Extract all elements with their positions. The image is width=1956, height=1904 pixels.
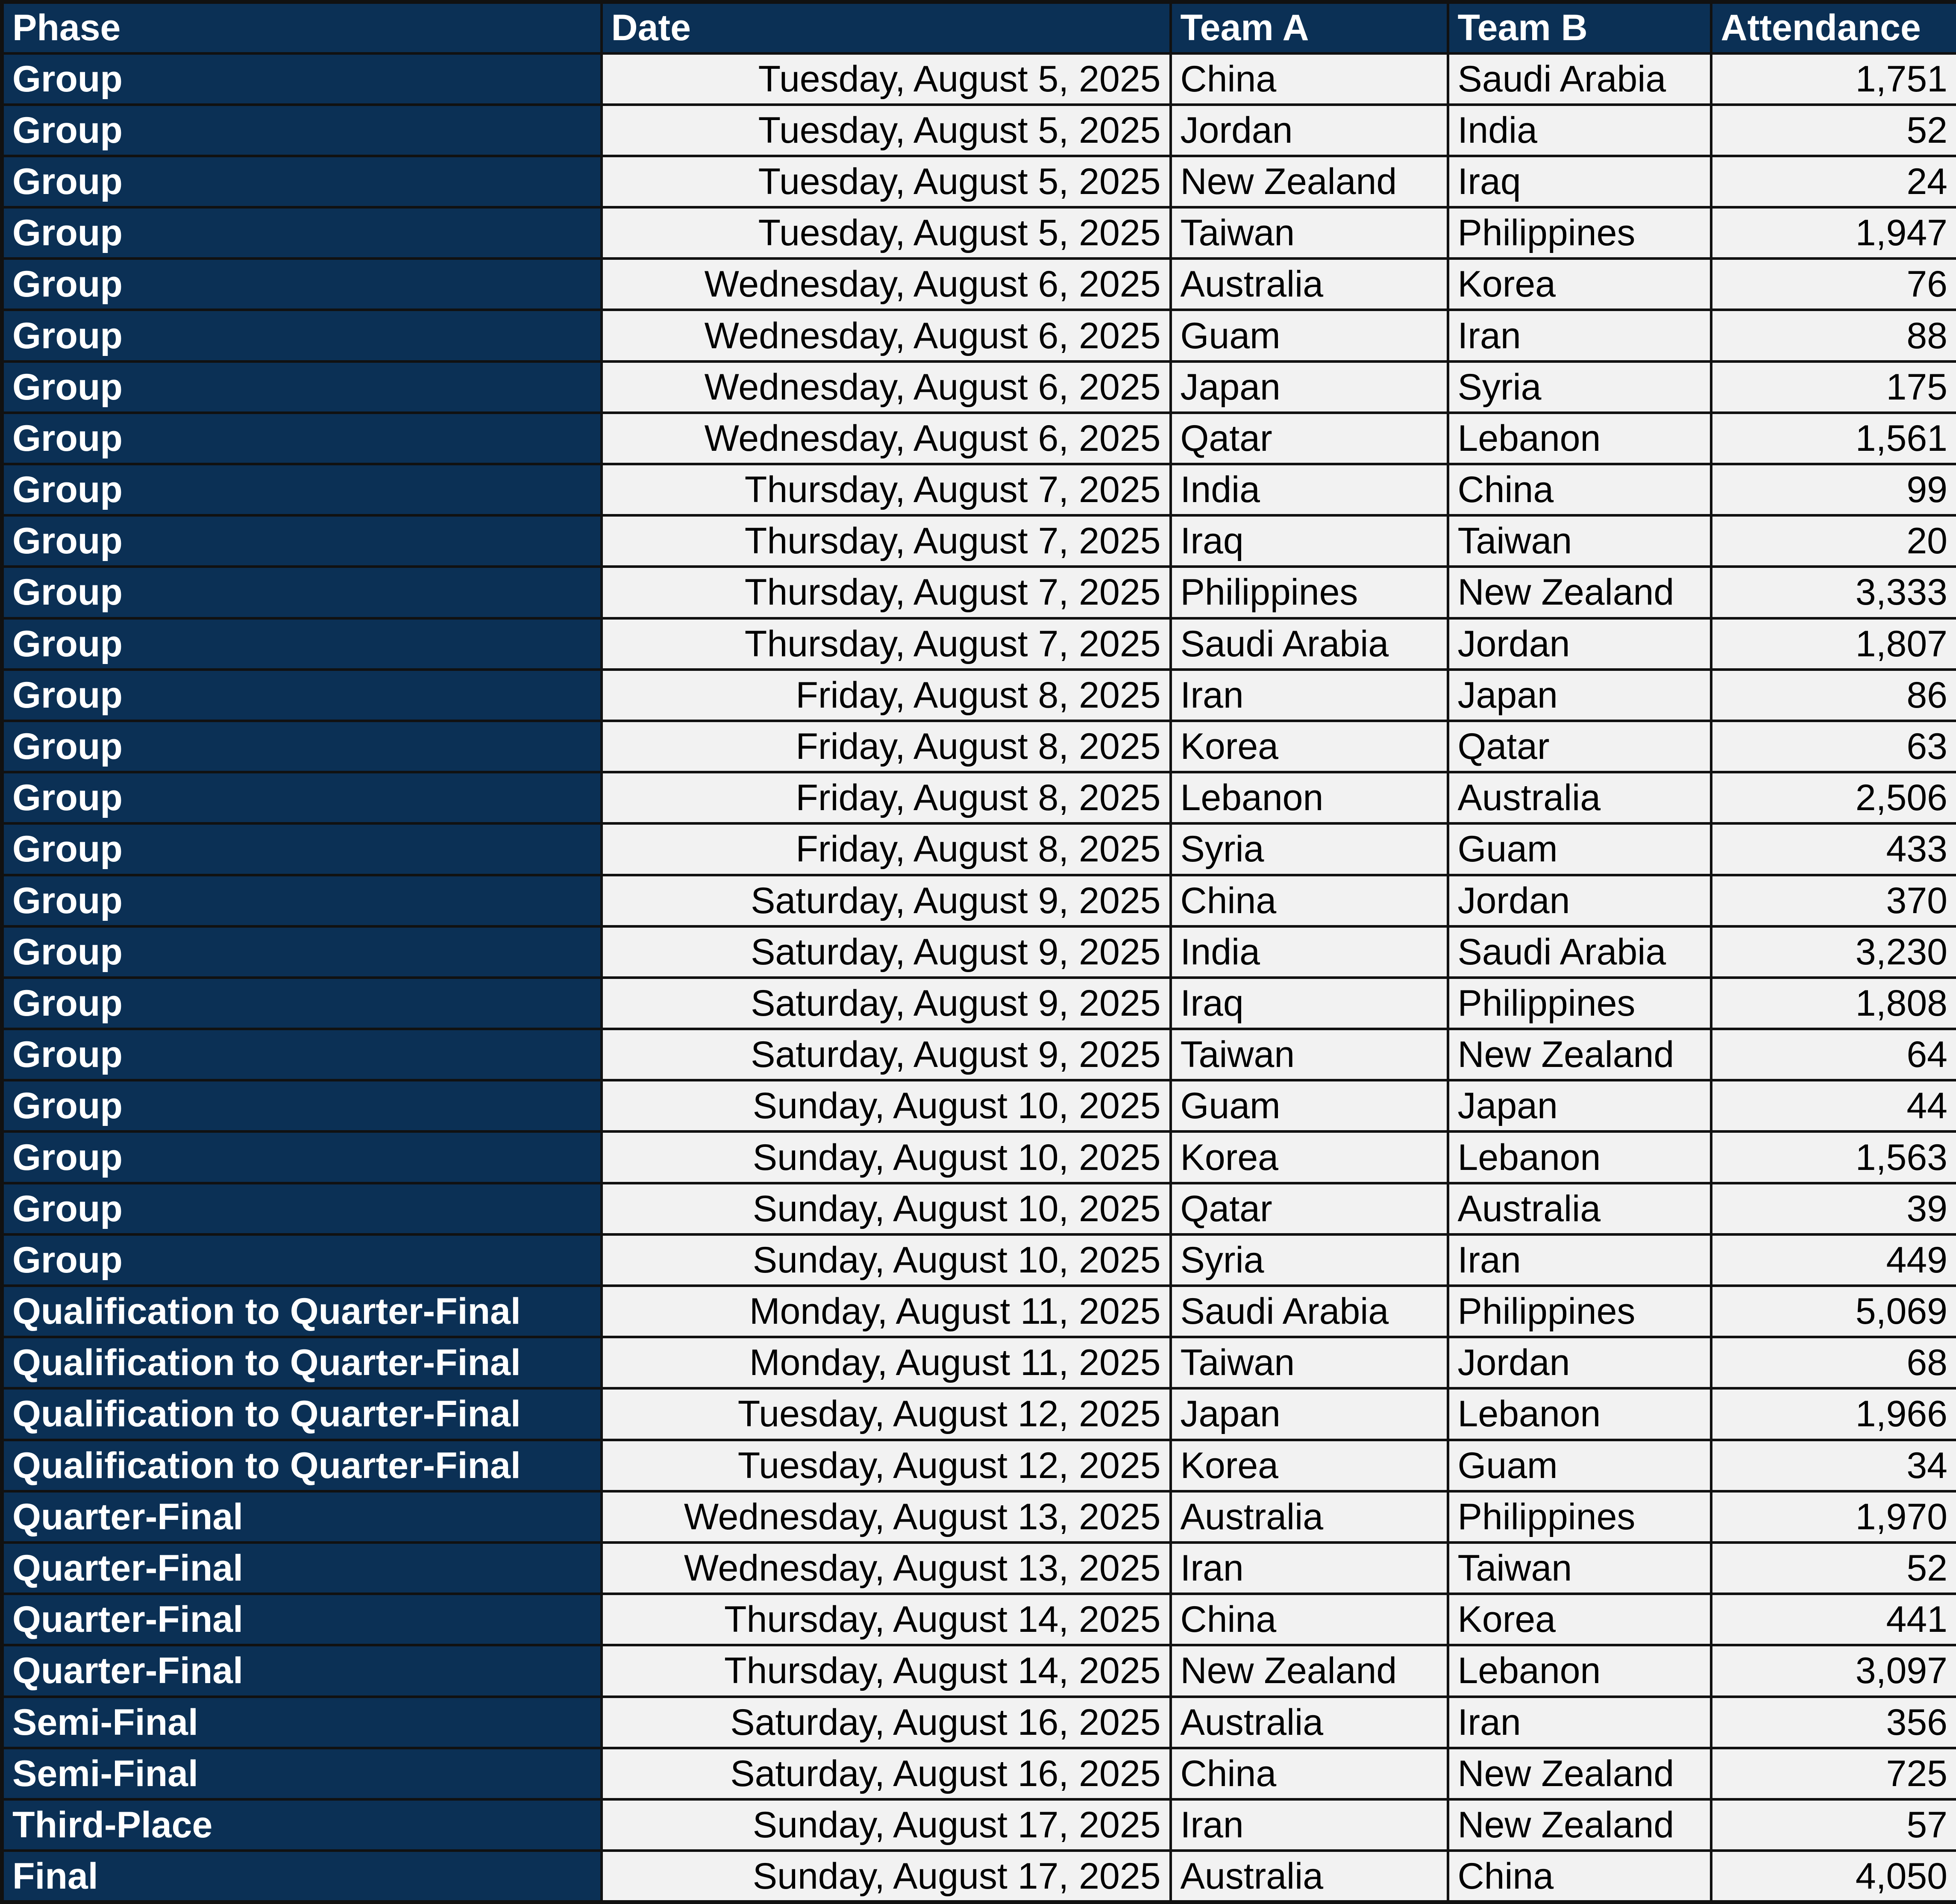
team-b-cell: Taiwan xyxy=(1448,1543,1711,1594)
date-cell: Saturday, August 9, 2025 xyxy=(602,926,1171,978)
team-a-cell: Korea xyxy=(1171,1440,1448,1491)
team-b-cell: Saudi Arabia xyxy=(1448,53,1711,105)
team-b-cell: Iran xyxy=(1448,1234,1711,1286)
team-b-cell: Saudi Arabia xyxy=(1448,926,1711,978)
team-b-cell: Iraq xyxy=(1448,156,1711,207)
date-cell: Wednesday, August 6, 2025 xyxy=(602,361,1171,413)
table-row xyxy=(2,1337,1956,1388)
table-row xyxy=(2,875,1956,926)
date-cell: Saturday, August 9, 2025 xyxy=(602,978,1171,1029)
team-b-cell: Philippines xyxy=(1448,978,1711,1029)
team-b-cell: Jordan xyxy=(1448,1337,1711,1388)
attendance-cell: 52 xyxy=(1711,1543,1956,1594)
table-row xyxy=(2,823,1956,875)
phase-cell: Group xyxy=(2,1080,602,1131)
date-cell: Saturday, August 16, 2025 xyxy=(602,1697,1171,1748)
attendance-cell: 1,807 xyxy=(1711,618,1956,670)
date-cell: Thursday, August 14, 2025 xyxy=(602,1594,1171,1645)
attendance-cell: 57 xyxy=(1711,1799,1956,1851)
team-b-cell: Korea xyxy=(1448,1594,1711,1645)
team-b-cell: China xyxy=(1448,464,1711,515)
attendance-cell: 68 xyxy=(1711,1337,1956,1388)
phase-cell: Group xyxy=(2,875,602,926)
phase-cell: Group xyxy=(2,310,602,361)
team-b-cell: Lebanon xyxy=(1448,1131,1711,1183)
table-row xyxy=(2,361,1956,413)
table-row xyxy=(2,1645,1956,1696)
team-b-cell: Australia xyxy=(1448,772,1711,823)
table-row xyxy=(2,1799,1956,1851)
team-a-cell: Qatar xyxy=(1171,413,1448,464)
team-a-cell: Taiwan xyxy=(1171,207,1448,259)
team-a-cell: Jordan xyxy=(1171,105,1448,156)
team-a-cell: Iraq xyxy=(1171,978,1448,1029)
attendance-cell: 1,970 xyxy=(1711,1491,1956,1543)
team-a-cell: Japan xyxy=(1171,1388,1448,1440)
phase-cell: Qualification to Quarter-Final xyxy=(2,1440,602,1491)
team-b-cell: Qatar xyxy=(1448,721,1711,772)
team-a-cell: Philippines xyxy=(1171,567,1448,618)
team-b-cell: Australia xyxy=(1448,1183,1711,1234)
table-row xyxy=(2,1029,1956,1080)
phase-cell: Third-Place xyxy=(2,1799,602,1851)
column-header-team-a: Team A xyxy=(1171,2,1448,53)
table-body xyxy=(2,53,1956,1902)
team-a-cell: Iran xyxy=(1171,670,1448,721)
team-a-cell: India xyxy=(1171,926,1448,978)
phase-cell: Group xyxy=(2,156,602,207)
column-header-team-b: Team B xyxy=(1448,2,1711,53)
table-row xyxy=(2,413,1956,464)
date-cell: Tuesday, August 5, 2025 xyxy=(602,156,1171,207)
attendance-cell: 76 xyxy=(1711,259,1956,310)
table-row xyxy=(2,259,1956,310)
table-row xyxy=(2,1851,1956,1902)
date-cell: Sunday, August 10, 2025 xyxy=(602,1080,1171,1131)
date-cell: Friday, August 8, 2025 xyxy=(602,721,1171,772)
attendance-cell: 99 xyxy=(1711,464,1956,515)
attendance-cell: 5,069 xyxy=(1711,1286,1956,1337)
team-b-cell: New Zealand xyxy=(1448,1748,1711,1799)
team-a-cell: Taiwan xyxy=(1171,1029,1448,1080)
attendance-cell: 3,333 xyxy=(1711,567,1956,618)
team-b-cell: New Zealand xyxy=(1448,1799,1711,1851)
table-row xyxy=(2,310,1956,361)
team-b-cell: New Zealand xyxy=(1448,567,1711,618)
attendance-cell: 1,808 xyxy=(1711,978,1956,1029)
date-cell: Sunday, August 10, 2025 xyxy=(602,1131,1171,1183)
date-cell: Thursday, August 7, 2025 xyxy=(602,567,1171,618)
table-row xyxy=(2,670,1956,721)
phase-cell: Group xyxy=(2,1029,602,1080)
date-cell: Saturday, August 16, 2025 xyxy=(602,1748,1171,1799)
team-a-cell: Australia xyxy=(1171,1851,1448,1902)
date-cell: Tuesday, August 12, 2025 xyxy=(602,1388,1171,1440)
date-cell: Thursday, August 7, 2025 xyxy=(602,618,1171,670)
phase-cell: Group xyxy=(2,413,602,464)
team-a-cell: New Zealand xyxy=(1171,1645,1448,1696)
team-a-cell: Guam xyxy=(1171,310,1448,361)
attendance-cell: 449 xyxy=(1711,1234,1956,1286)
attendance-cell: 63 xyxy=(1711,721,1956,772)
table-row xyxy=(2,618,1956,670)
team-b-cell: Lebanon xyxy=(1448,1388,1711,1440)
team-b-cell: Guam xyxy=(1448,1440,1711,1491)
attendance-cell: 44 xyxy=(1711,1080,1956,1131)
attendance-cell: 1,563 xyxy=(1711,1131,1956,1183)
team-b-cell: New Zealand xyxy=(1448,1029,1711,1080)
date-cell: Monday, August 11, 2025 xyxy=(602,1286,1171,1337)
team-a-cell: China xyxy=(1171,53,1448,105)
table-row xyxy=(2,1594,1956,1645)
table-row xyxy=(2,207,1956,259)
team-a-cell: Syria xyxy=(1171,823,1448,875)
phase-cell: Group xyxy=(2,1234,602,1286)
team-a-cell: China xyxy=(1171,1594,1448,1645)
team-a-cell: Australia xyxy=(1171,259,1448,310)
table-row xyxy=(2,721,1956,772)
team-a-cell: Taiwan xyxy=(1171,1337,1448,1388)
table-row xyxy=(2,1543,1956,1594)
attendance-cell: 20 xyxy=(1711,515,1956,567)
team-a-cell: Iran xyxy=(1171,1543,1448,1594)
phase-cell: Group xyxy=(2,567,602,618)
date-cell: Monday, August 11, 2025 xyxy=(602,1337,1171,1388)
table-row xyxy=(2,1080,1956,1131)
phase-cell: Quarter-Final xyxy=(2,1491,602,1543)
phase-cell: Qualification to Quarter-Final xyxy=(2,1388,602,1440)
phase-cell: Qualification to Quarter-Final xyxy=(2,1337,602,1388)
table-row xyxy=(2,567,1956,618)
table-row xyxy=(2,1440,1956,1491)
phase-cell: Group xyxy=(2,515,602,567)
phase-cell: Quarter-Final xyxy=(2,1594,602,1645)
date-cell: Friday, August 8, 2025 xyxy=(602,823,1171,875)
phase-cell: Group xyxy=(2,823,602,875)
table-row xyxy=(2,515,1956,567)
date-cell: Tuesday, August 12, 2025 xyxy=(602,1440,1171,1491)
team-b-cell: Philippines xyxy=(1448,1491,1711,1543)
team-b-cell: Philippines xyxy=(1448,207,1711,259)
date-cell: Sunday, August 17, 2025 xyxy=(602,1851,1171,1902)
date-cell: Tuesday, August 5, 2025 xyxy=(602,207,1171,259)
attendance-cell: 1,966 xyxy=(1711,1388,1956,1440)
table-row xyxy=(2,53,1956,105)
attendance-cell: 1,751 xyxy=(1711,53,1956,105)
team-b-cell: Taiwan xyxy=(1448,515,1711,567)
team-a-cell: Lebanon xyxy=(1171,772,1448,823)
attendance-cell: 24 xyxy=(1711,156,1956,207)
table-row xyxy=(2,1131,1956,1183)
attendance-cell: 52 xyxy=(1711,105,1956,156)
attendance-cell: 1,561 xyxy=(1711,413,1956,464)
attendance-cell: 34 xyxy=(1711,1440,1956,1491)
team-b-cell: Japan xyxy=(1448,670,1711,721)
attendance-cell: 3,097 xyxy=(1711,1645,1956,1696)
column-header-attendance: Attendance xyxy=(1711,2,1956,53)
date-cell: Wednesday, August 6, 2025 xyxy=(602,310,1171,361)
attendance-cell: 86 xyxy=(1711,670,1956,721)
date-cell: Friday, August 8, 2025 xyxy=(602,670,1171,721)
table-row xyxy=(2,1697,1956,1748)
phase-cell: Group xyxy=(2,721,602,772)
date-cell: Saturday, August 9, 2025 xyxy=(602,875,1171,926)
attendance-cell: 64 xyxy=(1711,1029,1956,1080)
team-a-cell: India xyxy=(1171,464,1448,515)
table-row xyxy=(2,772,1956,823)
phase-cell: Final xyxy=(2,1851,602,1902)
team-b-cell: Japan xyxy=(1448,1080,1711,1131)
column-header-date: Date xyxy=(602,2,1171,53)
table-row xyxy=(2,978,1956,1029)
team-a-cell: New Zealand xyxy=(1171,156,1448,207)
date-cell: Sunday, August 10, 2025 xyxy=(602,1234,1171,1286)
phase-cell: Semi-Final xyxy=(2,1748,602,1799)
date-cell: Wednesday, August 6, 2025 xyxy=(602,259,1171,310)
phase-cell: Group xyxy=(2,361,602,413)
team-b-cell: Lebanon xyxy=(1448,1645,1711,1696)
date-cell: Wednesday, August 6, 2025 xyxy=(602,413,1171,464)
team-b-cell: India xyxy=(1448,105,1711,156)
phase-cell: Quarter-Final xyxy=(2,1543,602,1594)
team-b-cell: Lebanon xyxy=(1448,413,1711,464)
table-row xyxy=(2,1388,1956,1440)
phase-cell: Group xyxy=(2,1131,602,1183)
team-a-cell: Australia xyxy=(1171,1697,1448,1748)
team-b-cell: Jordan xyxy=(1448,618,1711,670)
team-b-cell: Jordan xyxy=(1448,875,1711,926)
attendance-cell: 3,230 xyxy=(1711,926,1956,978)
column-header-phase: Phase xyxy=(2,2,602,53)
table-row xyxy=(2,1183,1956,1234)
phase-cell: Semi-Final xyxy=(2,1697,602,1748)
attendance-cell: 4,050 xyxy=(1711,1851,1956,1902)
team-a-cell: China xyxy=(1171,875,1448,926)
table-row xyxy=(2,105,1956,156)
team-a-cell: Korea xyxy=(1171,721,1448,772)
team-a-cell: Korea xyxy=(1171,1131,1448,1183)
date-cell: Thursday, August 14, 2025 xyxy=(602,1645,1171,1696)
phase-cell: Group xyxy=(2,772,602,823)
team-b-cell: Korea xyxy=(1448,259,1711,310)
date-cell: Wednesday, August 13, 2025 xyxy=(602,1543,1171,1594)
attendance-cell: 88 xyxy=(1711,310,1956,361)
phase-cell: Group xyxy=(2,926,602,978)
team-a-cell: Iran xyxy=(1171,1799,1448,1851)
date-cell: Friday, August 8, 2025 xyxy=(602,772,1171,823)
date-cell: Thursday, August 7, 2025 xyxy=(602,515,1171,567)
phase-cell: Quarter-Final xyxy=(2,1645,602,1696)
table-row xyxy=(2,156,1956,207)
attendance-cell: 441 xyxy=(1711,1594,1956,1645)
team-b-cell: China xyxy=(1448,1851,1711,1902)
phase-cell: Group xyxy=(2,670,602,721)
table-row xyxy=(2,926,1956,978)
team-a-cell: Saudi Arabia xyxy=(1171,1286,1448,1337)
attendance-cell: 1,947 xyxy=(1711,207,1956,259)
attendance-cell: 39 xyxy=(1711,1183,1956,1234)
header-row xyxy=(2,2,1956,53)
team-a-cell: China xyxy=(1171,1748,1448,1799)
phase-cell: Group xyxy=(2,978,602,1029)
phase-cell: Group xyxy=(2,259,602,310)
phase-cell: Group xyxy=(2,618,602,670)
team-b-cell: Guam xyxy=(1448,823,1711,875)
date-cell: Sunday, August 10, 2025 xyxy=(602,1183,1171,1234)
attendance-cell: 356 xyxy=(1711,1697,1956,1748)
attendance-cell: 725 xyxy=(1711,1748,1956,1799)
table-row xyxy=(2,1491,1956,1543)
team-a-cell: Guam xyxy=(1171,1080,1448,1131)
date-cell: Saturday, August 9, 2025 xyxy=(602,1029,1171,1080)
table-row xyxy=(2,1286,1956,1337)
phase-cell: Group xyxy=(2,207,602,259)
date-cell: Tuesday, August 5, 2025 xyxy=(602,53,1171,105)
team-b-cell: Syria xyxy=(1448,361,1711,413)
phase-cell: Group xyxy=(2,464,602,515)
table-row xyxy=(2,1234,1956,1286)
team-a-cell: Syria xyxy=(1171,1234,1448,1286)
team-a-cell: Japan xyxy=(1171,361,1448,413)
attendance-cell: 433 xyxy=(1711,823,1956,875)
team-a-cell: Saudi Arabia xyxy=(1171,618,1448,670)
phase-cell: Qualification to Quarter-Final xyxy=(2,1286,602,1337)
team-b-cell: Philippines xyxy=(1448,1286,1711,1337)
team-a-cell: Qatar xyxy=(1171,1183,1448,1234)
attendance-cell: 175 xyxy=(1711,361,1956,413)
date-cell: Tuesday, August 5, 2025 xyxy=(602,105,1171,156)
table-row xyxy=(2,464,1956,515)
table-row xyxy=(2,1748,1956,1799)
phase-cell: Group xyxy=(2,105,602,156)
team-a-cell: Iraq xyxy=(1171,515,1448,567)
date-cell: Thursday, August 7, 2025 xyxy=(602,464,1171,515)
attendance-cell: 370 xyxy=(1711,875,1956,926)
team-b-cell: Iran xyxy=(1448,1697,1711,1748)
team-a-cell: Australia xyxy=(1171,1491,1448,1543)
table-header xyxy=(2,2,1956,53)
phase-cell: Group xyxy=(2,53,602,105)
attendance-cell: 2,506 xyxy=(1711,772,1956,823)
date-cell: Sunday, August 17, 2025 xyxy=(602,1799,1171,1851)
phase-cell: Group xyxy=(2,1183,602,1234)
team-b-cell: Iran xyxy=(1448,310,1711,361)
date-cell: Wednesday, August 13, 2025 xyxy=(602,1491,1171,1543)
